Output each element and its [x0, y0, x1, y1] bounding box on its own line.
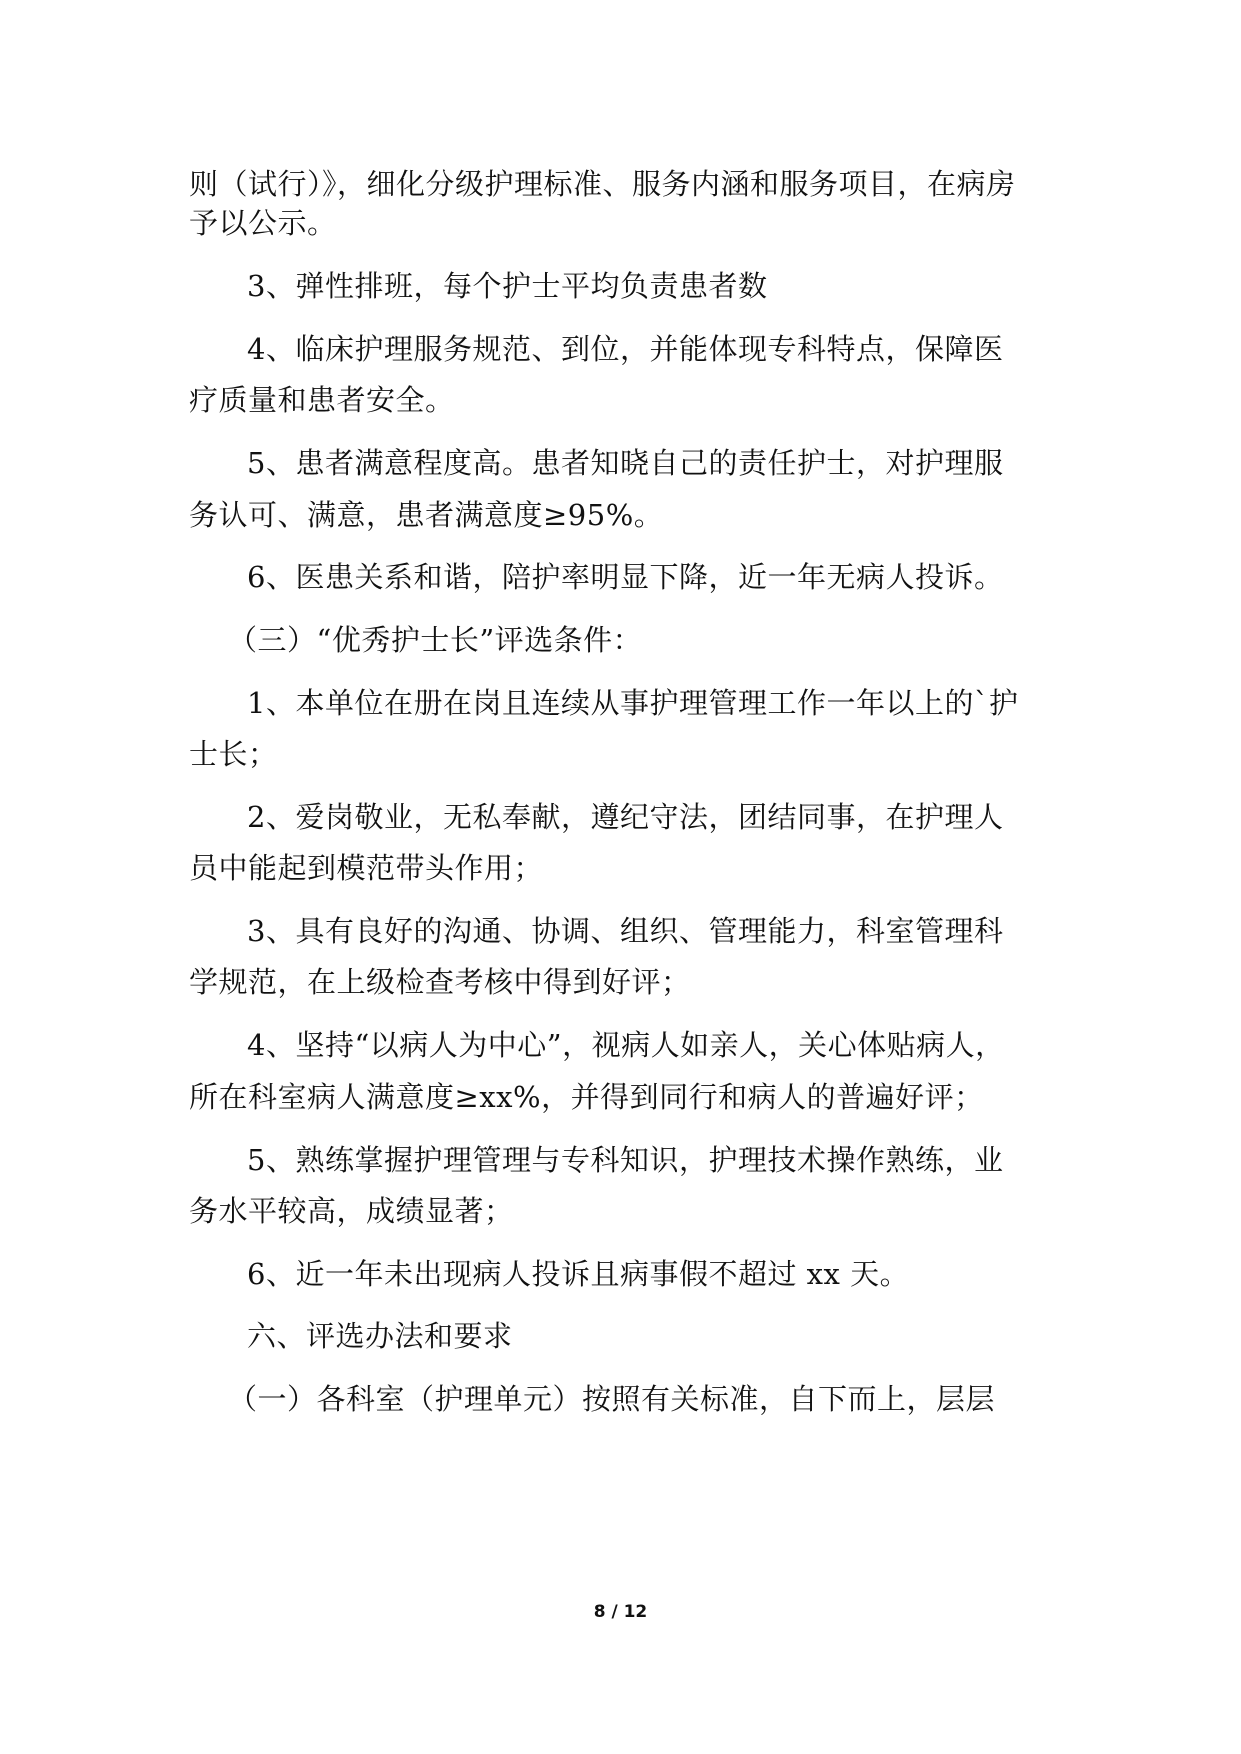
list-item: 6、近一年未出现病人投诉且病事假不超过 xx 天。	[247, 1257, 910, 1291]
text-line: （一）各科室（护理单元）按照有关标准，自下而上，层层	[228, 1382, 996, 1416]
text-line: 予以公示。	[189, 206, 337, 240]
text-line: 学规范，在上级检查考核中得到好评；	[189, 965, 691, 999]
section-heading: 六、评选办法和要求	[247, 1319, 513, 1353]
text-line: 则（试行）》，细化分级护理标准、服务内涵和服务项目，在病房	[189, 167, 1016, 201]
list-item: 5、熟练掌握护理管理与专科知识，护理技术操作熟练，业	[247, 1143, 1004, 1177]
list-item: 4、坚持“以病人为中心”，视病人如亲人，关心体贴病人，	[247, 1028, 1005, 1062]
list-item: 5、患者满意程度高。患者知晓自己的责任护士，对护理服	[247, 446, 1004, 480]
list-item: 3、弹性排班，每个护士平均负责患者数	[247, 269, 768, 303]
list-item: 4、临床护理服务规范、到位，并能体现专科特点，保障医	[247, 332, 1004, 366]
list-item: 2、爱岗敬业，无私奉献，遵纪守法，团结同事，在护理人	[247, 800, 1004, 834]
text-line: 员中能起到模范带头作用；	[189, 851, 544, 885]
list-item: 6、医患关系和谐，陪护率明显下降，近一年无病人投诉。	[247, 560, 1004, 594]
text-line: 务水平较高，成绩显著；	[189, 1194, 514, 1228]
text-line: 所在科室病人满意度≥xx%，并得到同行和病人的普遍好评；	[189, 1080, 984, 1114]
page-number: 8 / 12	[593, 1602, 648, 1622]
section-heading: （三）“优秀护士长”评选条件：	[228, 623, 643, 657]
text-line: 士长；	[189, 737, 278, 771]
list-item: 1、本单位在册在岗且连续从事护理管理工作一年以上的`护	[247, 686, 1019, 720]
text-line: 疗质量和患者安全。	[189, 383, 455, 417]
list-item: 3、具有良好的沟通、协调、组织、管理能力，科室管理科	[247, 914, 1004, 948]
text-line: 务认可、满意，患者满意度≥95%。	[189, 498, 664, 532]
